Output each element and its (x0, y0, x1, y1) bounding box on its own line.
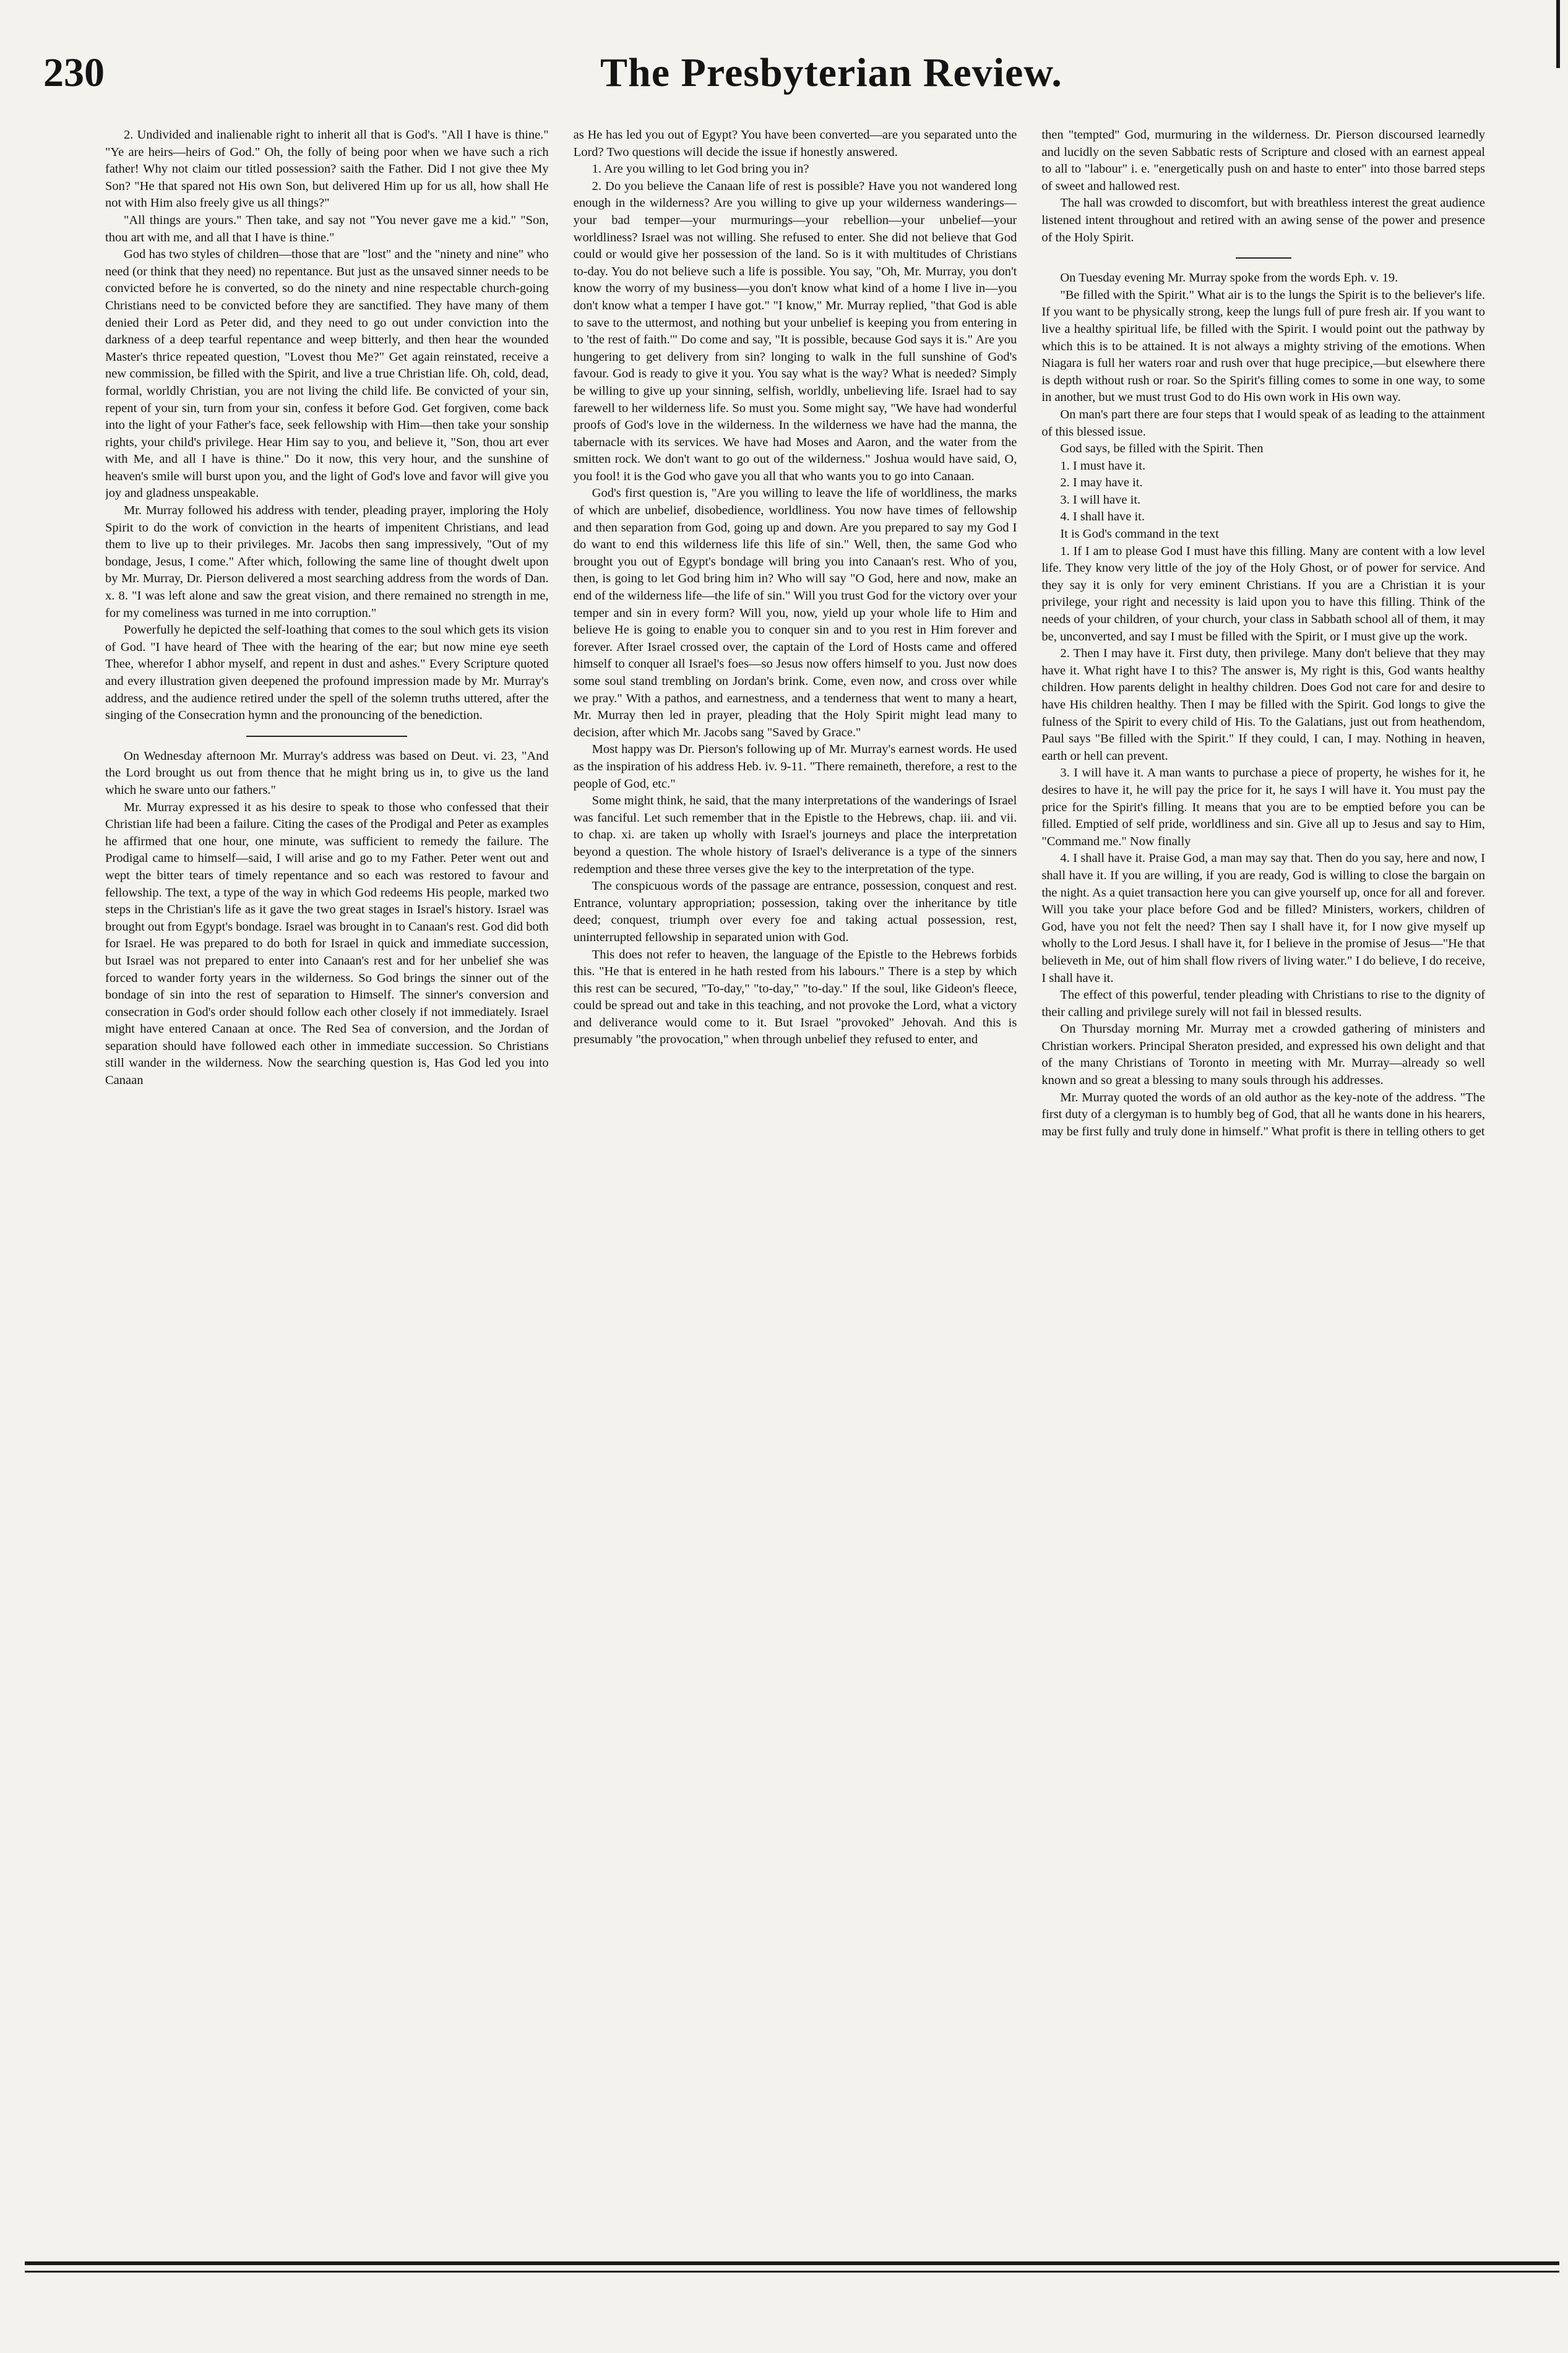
paragraph: The hall was crowded to discomfort, but with breathless interest the great audience listened intent throughout and retired with an awing sense of the power and presence of the Holy Spirit. (1041, 196, 1486, 244)
margin-mark (1556, 0, 1560, 68)
page-header (43, 43, 1516, 118)
bottom-rule (25, 2271, 1559, 2273)
paragraph: It is God's command in the text (1060, 527, 1219, 541)
column-3 (1041, 127, 1485, 2243)
paragraph: The conspicuous words of the passage are entrance, possession, conquest and rest. Entrance, voluntary appropriation; possession, taking over the inheritance by title deed; conquest, triumph over every foe and taking actual possession, rest, uninterrupted fellowship in separated union with God. (573, 879, 1017, 944)
paragraph: 2. Then I may have it. First duty, then privilege. Many don't believe that they may have it. What right have I to this? The answer is, My right is this, God wants healthy children. How parents delight in healthy children. Does God not care for and desire to have His children healthy. Then I may be filled with the Spirit. God longs to give the fulness of the Spirit to every child of His. To the Galatians, just out from heathendom, Paul says "Be filled with the Spirit." If they could, I can, I may. Nothing in heaven, earth or hell can prevent. (1041, 647, 1486, 763)
paragraph: God says, be filled with the Spirit. Then (1060, 442, 1264, 456)
paragraph: On Tuesday evening Mr. Murray spoke from the words Eph. v. 19. (1060, 271, 1398, 285)
paragraph: as He has led you out of Egypt? You have been converted—are you separated unto the Lord? Two questions will decide the issue if honestly answered. (573, 128, 1017, 159)
paragraph: then "tempted" God, murmuring in the wilderness. Dr. Pierson discoursed learnedly and lucidly on the seven Sabbatic rests of Scripture and closed with an earnest appeal to all to "labour" i. e. "energetically push on and haste to enter" into those barred steps of sweet and hallowed rest. (1041, 128, 1486, 193)
paragraph: 2. Undivided and inalienable right to inherit all that is God's. "All I have is thine." "Ye are heirs—heirs of God." Oh, the folly of being poor when we have such a rich father! Why not claim our titled possession? saith the Father. Did I not give thee My Son? "He that spared not His own Son, but delivered Him up for us all, how shall He not with Him also freely give us all things?" (105, 128, 549, 210)
page-number: 230 (43, 50, 105, 95)
bottom-rule (25, 2261, 1559, 2265)
paragraph: Some might think, he said, that the many interpretations of the wanderings of Israel was fanciful. Let such remember that in the Epistle to the Hebrews, chap. iii. and vii. to chap. xi. are taken up wholly with Israel's journeys and place the interpretation beyond a question. The whole history of Israel's deliverance is a type of the sinners redemption and these three verses give the key to the interpretation of the type. (573, 794, 1017, 876)
paragraph: 2. Do you believe the Canaan life of rest is possible? Have you not wandered long enough in the wilderness? Are you willing to give up your wilderness wanderings—your bad temper—your murmurings—your rebellion—your unbelief—your worldliness? Israel was not willing. She refused to enter. She did not believe that God could or would give her possession of the land. So is it with multitudes of Christians to-day. You do not believe such a life is possible. You say, "Oh, Mr. Murray, you don't know the worry of my business—you don't know what kind of a home I live in—you don't know what a temper I have got." "I know," Mr. Murray replied, "that God is able to save to the uttermost, and nothing but your unbelief is keeping you from entering in to 'the rest of faith.'" Do come and say, "It is possible, because God says it is." Are you hungering to get delivery from sin? longing to walk in the full sunshine of God's favour. God is ready to give it you. You say what is the way? What is needed? Simply be willing to give up your sinning, selfish, worldly, unbelieving life. Israel had to say farewell to her wilderness life. So must you. Some might say, "We have had wonderful proofs of God's love in the wilderness. In the wilderness we have had the manna, the tabernacle with its services. We have had Moses and Aaron, and the water from the smitten rock. We don't want to go out of the wilderness." Joshua would have said, O, you fool! it is the God who gave you all that who wants you to go into Canaan. (573, 179, 1017, 483)
list-item: 2. I may have it. (1060, 476, 1143, 490)
paragraph: Mr. Murray quoted the words of an old author as the key-note of the address. "The first duty of a clergyman is to humbly beg of God, that all he wants done in his hearers, may be first fully and truly done in himself." What profit is there in telling others to get (1041, 1090, 1486, 1138)
list-item: 3. I will have it. (1060, 493, 1141, 507)
paragraph: Mr. Murray expressed it as his desire to speak to those who confessed that their Christian life had been a failure. Citing the cases of the Prodigal and Peter as examples he affirmed that one hour, one minute, was sufficient to remedy the failure. The Prodigal came to himself—said, I will arise and go to my Father. Peter went out and wept the bitter tears of timely repentance and so each was restored to favour and fellowship. The text, a type of the way in which God redeems His people, marked two steps in the Christian's life as it gave the two great stages in Israel's history. Israel was brought out from Egypt's bondage. Israel was brought in to Canaan's rest. God did both for Israel. He was prepared to do both for Israel in quick and immediate succession, but Israel was not prepared to enter into Canaan's rest and for her unbelief she was forced to wander forty years in the wilderness. So God brings the sinner out of the bondage of sin into the rest of separation to Himself. The sinner's conversion and consecration in God's order should follow each other closely if not immediately. Israel might have entered Canaan at once. The Red Sea of conversion, and the Jordan of separation should have followed each other in immediate succession. So Christians still wander in the wilderness. Now the searching question is, Has God led you into Canaan (105, 800, 549, 1088)
paragraph: Most happy was Dr. Pierson's following up of Mr. Murray's earnest words. He used as the inspiration of his address Heb. iv. 9-11. "There remaineth, therefore, a rest to the people of God, etc." (573, 742, 1017, 791)
paragraph: On Wednesday afternoon Mr. Murray's address was based on Deut. vi. 23, "And the Lord brought us out from thence that he might bring us in, to give us the land which he sware unto our fathers." (105, 749, 549, 797)
paragraph: 4. I shall have it. Praise God, a man may say that. Then do you say, here and now, I shall have it. If you are willing, if you are ready, God is willing to close the bargain on the night. As a quiet transaction here you can give yourself up, once for all and forever. Will you take your place before God and be filled? Ministers, workers, children of God, have you not felt the need? Then say I shall have it, for I now give myself up wholly to the Lord Jesus. I shall have it, for I believe in the promise of Jesus—"He that believeth in Me, out of him shall flow rivers of living water." I do believe, I do receive, I shall have it. (1041, 851, 1486, 985)
paragraph: "Be filled with the Spirit." What air is to the lungs the Spirit is to the believer's life. If you want to be physically strong, keep the lungs full of pure fresh air. If you want to live a healthy spiritual life, be filled with the Spirit. I would point out the pathway by which this is to be attained. It is not always a mighty striving of the emotions. When Niagara is full her waters roar and rush over that huge precipice,—but elsewhere there is depth without rush or roar. So the Spirit's filling comes to some in one way, to some in another, but we must trust God to do His own work in His own way. (1041, 288, 1486, 405)
paragraph: Mr. Murray followed his address with tender, pleading prayer, imploring the Holy Spirit to do the work of conviction in the hearts of impenitent Christians, and lead them to live up to their privileges. Mr. Jacobs then sang impressively, "Out of my bondage, Jesus, I come." After which, following the same line of thought dwelt upon by Mr. Murray, Dr. Pierson delivered a most searching address from the words of Dan. x. 8. "I was left alone and saw the great vision, and there remained no strength in me, for my comeliness was turned in me into corruption." (105, 504, 549, 620)
paragraph: 1. If I am to please God I must have this filling. Many are content with a low level life. They know very little of the joy of the Holy Ghost, or of power for service. And they say it is only for very eminent Christians. If you are a Christian it is your privilege, your right and necessity is laid upon you to have this filling. Think of the needs of your children, of your church, your class in Sabbath school all of them, it may be, unconverted, and say I must be filled with the Spirit, or I must give up the work. (1041, 544, 1486, 643)
paragraph: The effect of this powerful, tender pleading with Christians to rise to the dignity of their calling and privilege surely will not fail in blessed results. (1041, 988, 1486, 1019)
paragraph: 3. I will have it. A man wants to purchase a piece of property, he wishes for it, he desires to have it, he will pay the price for it, he says I will have it. You must pay the price for the Spirit's filling. It means that you are to be emptied before you can be filled. Emptied of self pride, worldliness and sin. Give all up to Jesus and say to Him, "Command me." Now finally (1041, 766, 1486, 848)
section-divider (246, 736, 407, 737)
paragraph: On man's part there are four steps that I would speak of as leading to the attainment of this blessed issue. (1041, 407, 1486, 439)
column-2 (574, 127, 1017, 2243)
paragraph: 1. Are you willing to let God bring you in? (592, 162, 809, 176)
paragraph: "All things are yours." Then take, and say not "You never gave me a kid." "Son, thou art with me, and all that I have is thine." (105, 213, 549, 244)
list-item: 4. I shall have it. (1060, 510, 1145, 524)
list-item: 1. I must have it. (1060, 458, 1146, 473)
paragraph: Powerfully he depicted the self-loathing that comes to the soul which gets its vision of God. "I have heard of Thee with the hearing of the ear; but now mine eye seeth Thee, wherefor I abhor myself, and repent in dust and ashes." Every Scripture quoted and every illustration given deepened the profound impression made by Mr. Murray's address, and the audience retired under the spell of the solemn truths uttered, after the singing of the Consecration hymn and the pronouncing of the benediction. (105, 623, 549, 723)
paragraph: God's first question is, "Are you willing to leave the life of worldliness, the marks of which are unbelief, disobedience, worldliness. You now have times of fellowship and then separation from God, going up and down. Are you prepared to say my God I do want to end this wilderness life this life of sin." Well, then, the same God who brought you out of Egypt's bondage will bring you into Canaan's rest. Who of you, then, is going to let God bring him in? Who will say "O God, here and now, make an end of the wilderness life—the life of sin." Will you trust God for the victory over your temper and sin in every form? Will you, now, yield up your whole life to Him and believe He is going to enable you to conquer sin and to you rest in Him forever and forever. After Israel crossed over, the captain of the Lord of Hosts came and offered himself to conquer all Israel's foes—so Jesus now offers himself to you. Just now does some soul stand trembling on Jordan's brink. Come, even now, and cross over while we pray." With a pathos, and earnestness, and a tenderness that went to many a heart, Mr. Murray then led in prayer, pleading that the Holy Spirit might lead many to decision, after which Mr. Jacobs sang "Saved by Grace." (573, 486, 1017, 739)
section-divider (1236, 257, 1291, 259)
article-columns (105, 127, 1485, 2243)
paragraph: God has two styles of children—those that are "lost" and the "ninety and nine" who need (or think that they need) no repentance. But just as the unsaved sinner needs to be convicted before he is converted, so do the ninety and nine respectable church-going Christians need to be convicted before they are sanctified. They have many of them denied their Lord as Peter did, and they need to go out under conviction into the darkness of a deep tearful repentance and weep bitterly, and then hear the wounded Master's thrice repeated question, "Lovest thou Me?" Get again reinstated, receive a new commission, be filled with the Spirit, and live a true Christian life. Oh, cold, dead, formal, worldly Christian, you are not living the child life. Be convicted of your sin, repent of your sin, turn from your sin, confess it before God. Get forgiven, come back into the light of your Father's face, seek fellowship with Him—then take your sonship rights, your child's privilege. Hear Him say to you, and believe it, "Son, thou art ever with Me, and all I have is thine." Do it now, this very hour, and the sunshine of heaven's smile will burst upon you, and the light of God's love and favor will give you joy and gladness unspeakable. (105, 247, 549, 501)
paragraph: This does not refer to heaven, the language of the Epistle to the Hebrews forbids this. "He that is entered in he hath rested from his labours." There is a step by which this rest can be secured, "To-day," "to-day," "to-day." If the soul, like Gideon's fleece, could be spread out and take in this teaching, and not provoke the Lord, what a victory and deliverance would come to it. But Israel "provoked" Jehovah. And this is presumably "the provocation," when through unbelief they refused to enter, and (573, 947, 1017, 1047)
journal-title: The Presbyterian Review. (600, 50, 1062, 95)
paragraph: On Thursday morning Mr. Murray met a crowded gathering of ministers and Christian workers. Principal Sheraton presided, and expressed his own delight and that of the many Christians of Toronto in meeting with Mr. Murray—already so well known and so great a blessing to many souls through his addresses. (1041, 1022, 1486, 1088)
column-1 (105, 127, 549, 2243)
